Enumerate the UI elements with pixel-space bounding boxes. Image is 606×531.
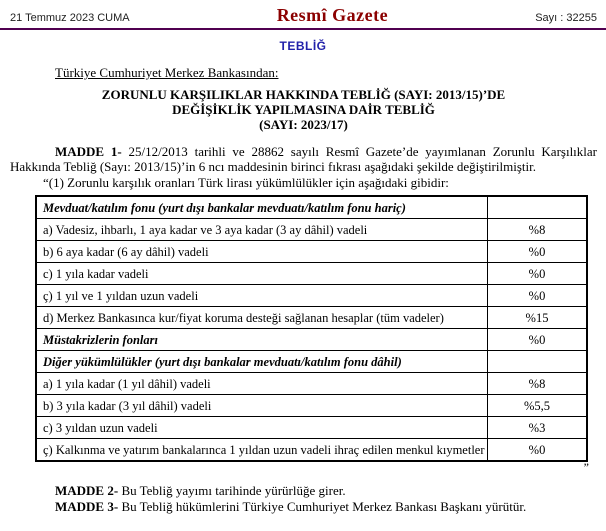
closing-quote-mark: ”: [583, 460, 589, 474]
article-3-text: Bu Tebliğ hükümlerini Türkiye Cumhuriyet Merkez Bankası Başkanı yürütür.: [118, 498, 527, 514]
table-row: [36, 439, 587, 462]
row-label: a) Vadesiz, ihbarlı, 1 aya kadar ve 3 aya kadar (3 ay dâhil) vadeli: [36, 219, 488, 241]
row-value: %3: [488, 417, 588, 439]
communique-title-line1: ZORUNLU KARŞILIKLAR HAKKINDA TEBLİĞ (SAYI: 2013/15)’DE: [101, 86, 506, 102]
masthead-divider: [0, 28, 606, 30]
row-value: %8: [488, 219, 588, 241]
issue-number: Sayı : 32255: [535, 12, 597, 24]
row-value: %0: [488, 439, 588, 462]
article-1-text: 25/12/2013 tarihli ve 28862 sayılı Resmî Gazete’de yayımlanan Zorunlu Karşılıklar Hakkında Tebliğ (Sayı: 2013/15)’in 6 ncı maddesinin birinci fıkrası aşağıdaki şekilde değiştirilmiştir.: [10, 143, 598, 174]
communique-title: [10, 87, 597, 132]
row-value: [488, 196, 588, 219]
table-row: [36, 241, 587, 263]
article-1-label: MADDE 1-: [55, 143, 122, 159]
article-2-label: MADDE 2-: [55, 483, 119, 498]
quoted-paragraph-intro: “(1) Zorunlu karşılık oranları Türk lirası yükümlülükler için aşağıdaki gibidir:: [43, 174, 449, 190]
row-label: b) 6 aya kadar (6 ay dâhil) vadeli: [36, 241, 488, 263]
reserve-ratio-table-body: [36, 196, 587, 461]
article-3: [10, 499, 597, 515]
section-heading: TEBLİĞ: [279, 39, 327, 53]
row-value: [488, 351, 588, 373]
table-row: [36, 196, 587, 219]
row-label: c) 3 yıldan uzun vadeli: [36, 417, 488, 439]
row-value: %0: [488, 241, 588, 263]
article-2-text: Bu Tebliğ yayımı tarihinde yürürlüğe girer.: [118, 483, 346, 498]
row-value: %15: [488, 307, 588, 329]
communique-title-line2: DEĞİŞİKLİK YAPILMASINA DAİR TEBLİĞ: [172, 101, 435, 117]
article-2: [10, 483, 597, 499]
row-value: %0: [488, 285, 588, 307]
article-3-label: MADDE 3-: [55, 498, 119, 514]
table-row: [36, 285, 587, 307]
table-row: [36, 351, 587, 373]
document-body: [0, 65, 606, 514]
table-row: [36, 329, 587, 351]
masthead: [0, 0, 606, 26]
table-row: [36, 263, 587, 285]
table-row: [36, 307, 587, 329]
row-value: %0: [488, 329, 588, 351]
row-label: a) 1 yıla kadar (1 yıl dâhil) vadeli: [36, 373, 488, 395]
row-value: %8: [488, 373, 588, 395]
issuing-authority-text: Türkiye Cumhuriyet Merkez Bankasından:: [55, 65, 279, 80]
row-label: ç) Kalkınma ve yatırım bankalarınca 1 yıldan uzun vadeli ihraç edilen menkul kıymetler: [36, 439, 488, 462]
table-row: [36, 417, 587, 439]
table-row: [36, 395, 587, 417]
row-value: %5,5: [488, 395, 588, 417]
reserve-ratio-table: [35, 195, 588, 462]
table-row: [36, 373, 587, 395]
issuing-authority: [10, 65, 597, 81]
gazette-title: Resmî Gazete: [276, 5, 389, 25]
row-label: Mevduat/katılım fonu (yurt dışı bankalar mevduatı/katılım fonu hariç): [36, 196, 488, 219]
row-label: Müstakrizlerin fonları: [36, 329, 488, 351]
row-label: ç) 1 yıl ve 1 yıldan uzun vadeli: [36, 285, 488, 307]
article-1: [10, 144, 597, 175]
table-row: [36, 219, 587, 241]
row-label: d) Merkez Bankasınca kur/fiyat koruma desteği sağlanan hesaplar (tüm vadeler): [36, 307, 488, 329]
row-value: %0: [488, 263, 588, 285]
row-label: b) 3 yıla kadar (3 yıl dâhil) vadeli: [36, 395, 488, 417]
row-label: Diğer yükümlülükler (yurt dışı bankalar mevduatı/katılım fonu dâhil): [36, 351, 488, 373]
communique-title-line3: (SAYI: 2023/17): [259, 116, 348, 132]
row-label: c) 1 yıla kadar vadeli: [36, 263, 488, 285]
closing-articles: [10, 483, 597, 514]
issue-date: 21 Temmuz 2023 CUMA: [10, 12, 130, 24]
